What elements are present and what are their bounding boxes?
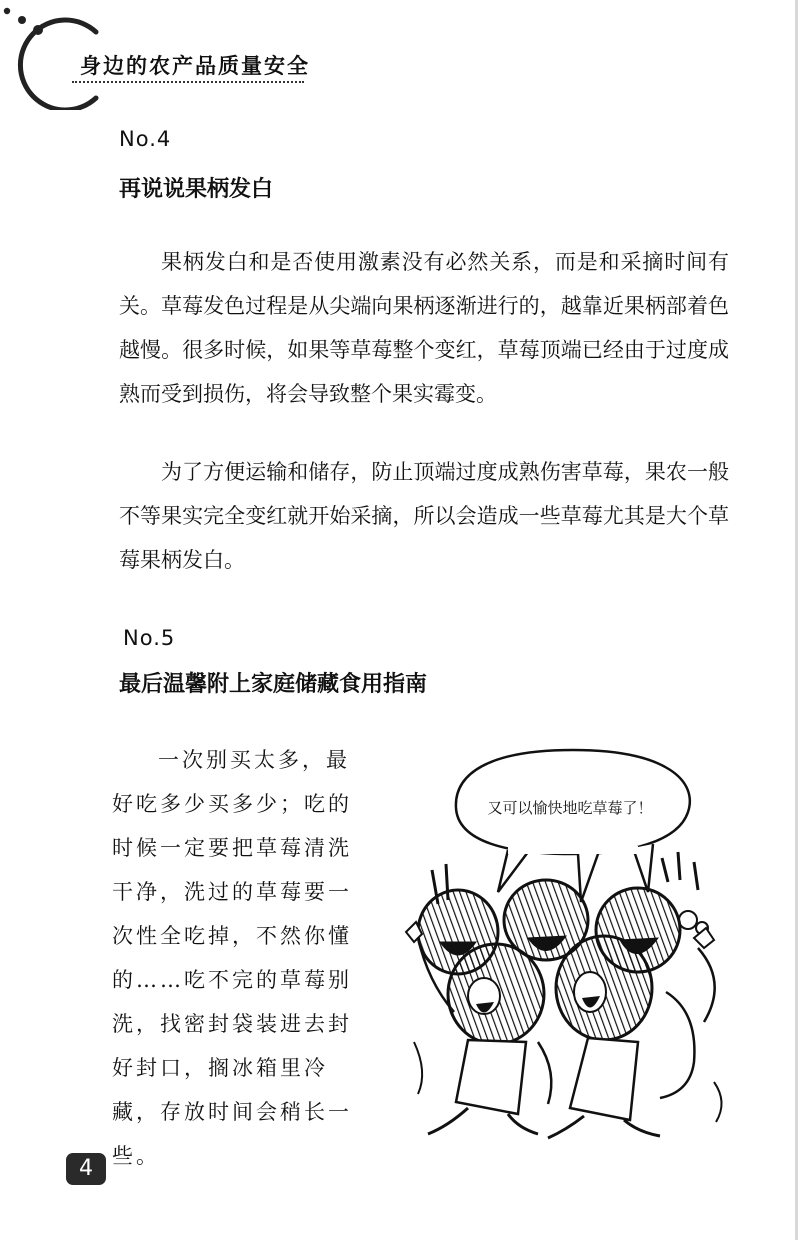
storage-guide-paragraph: 一次别买太多，最好吃多少买多少；吃的时候一定要把草莓清洗干净，洗过的草莓要一次性全吃掉，不然你懂的……吃不完的草莓别洗，找密封袋装进去封好封口，搁冰箱里冷藏，存放时间会稍长一些。 [112, 748, 352, 1168]
running-header-title: 身边的农产品质量安全 [80, 53, 310, 78]
section-number: No.4 [119, 127, 172, 151]
section-title: 再说说果柄发白 [119, 177, 274, 202]
page-number-badge: 4 [66, 1153, 106, 1185]
header-dotted-rule [72, 81, 304, 83]
speech-bubble-text: 又可以愉快地吃草莓了！ [487, 799, 653, 817]
section-number: No.5 [123, 626, 176, 650]
body-paragraph: 果柄发白和是否使用激素没有必然关系，而是和采摘时间有关。草莓发色过程是从尖端向果柄逐渐进行的，越靠近果柄部着色越慢。很多时候，如果等草莓整个变红，草莓顶端已经由于过度成熟而受到损伤，将会导致整个果实霉变。 [119, 250, 729, 406]
body-paragraph: 为了方便运输和储存，防止顶端过度成熟伤害草莓，果农一般不等果实完全变红就开始采摘，所以会造成一些草莓尤其是大个草莓果柄发白。 [119, 460, 729, 572]
section-title: 最后温馨附上家庭储藏食用指南 [119, 672, 428, 697]
dancing-strawberry-people-illustration [398, 742, 748, 1140]
